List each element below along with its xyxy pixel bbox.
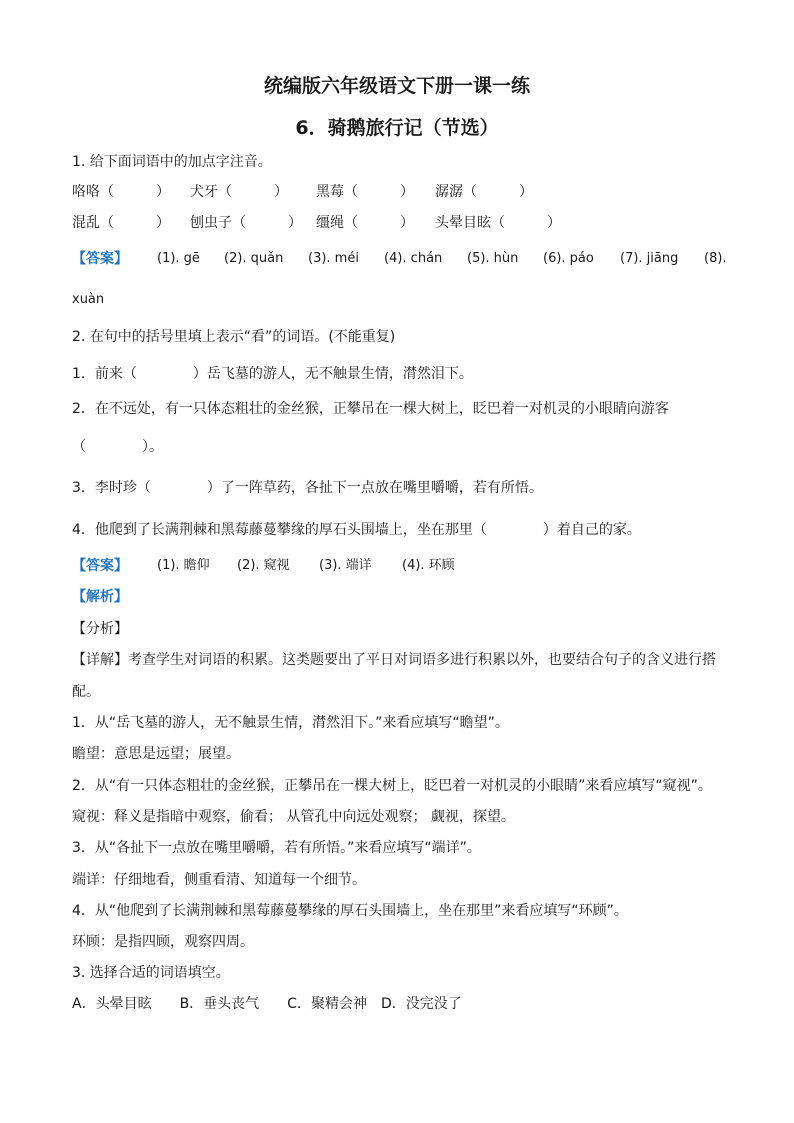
document-title: 统编版六年级语文下册一课一练	[263, 75, 530, 97]
q2-answer-1: (1). 瞻仰	[157, 558, 210, 573]
fenxi-label: 【分析】	[72, 621, 128, 637]
q2-prompt: 2. 在句中的括号里填上表示“看”的词语。(不能重复)	[72, 329, 396, 345]
q1-answer-1: (1). gē	[157, 251, 200, 266]
q1-answer-3: (3). méi	[308, 251, 359, 266]
detail-text: 考查学生对词语的积累。这类题要出了平日对词语多进行积累以外，也要结合句子的含义进行搭	[128, 652, 716, 668]
explanation-3-def: 端详：仔细地看，侧重看清、知道每一个细节。	[72, 872, 366, 888]
explanation-4: 4．从“他爬到了长满荆棘和黑莓藤蔓攀缘的厚石头围墙上，坐在那里”来看应填写“环顾”。	[72, 903, 628, 919]
explanation-3: 3．从“各扯下一点放在嘴里嚼嚼，若有所悟。”来看应填写“端详”。	[72, 840, 481, 856]
q3-prompt: 3. 选择合适的词语填空。	[72, 965, 230, 981]
q1-word: 缰绳（ ）	[316, 215, 414, 231]
q2-answer-2: (2). 窥视	[237, 558, 290, 573]
q1-word: 犬牙（ ）	[190, 184, 288, 200]
q1-answer-5: (5). hùn	[467, 251, 519, 266]
q1-word: 刨虫子（ ）	[190, 215, 302, 231]
q1-row-2	[72, 212, 561, 232]
q2-answer	[72, 556, 472, 576]
answer-label: 【答案】	[72, 251, 128, 267]
q1-answer-6: (6). páo	[543, 251, 594, 266]
q2-answer-4: (4). 环顾	[402, 558, 455, 573]
explanation-4-def: 环顾：是指四顾，观察四周。	[72, 934, 254, 950]
q1-answer-2: (2). quǎn	[224, 251, 284, 266]
q1-answer-7: (7). jiāng	[620, 251, 679, 266]
q1-answer-4: (4). chán	[384, 251, 443, 266]
q1-word: 头晕目眩（ ）	[435, 215, 561, 231]
q2-sentence-1: 1．前来（ ）岳飞墓的游人，无不触景生情，潸然泪下。	[72, 366, 473, 382]
answer-label: 【答案】	[72, 558, 128, 574]
explanation-1-def: 瞻望：意思是远望；展望。	[72, 746, 240, 762]
q1-prompt: 1. 给下面词语中的加点字注音。	[72, 154, 272, 170]
q2-sentence-3: 3．李时珍（ ）了一阵草药，各扯下一点放在嘴里嚼嚼，若有所悟。	[72, 480, 543, 496]
explanation-2-def: 窥视：释义是指暗中观察，偷看； 从管孔中向远处观察； 觑视，探望。	[72, 809, 515, 825]
lesson-title: 6．骑鹅旅行记（节选）	[295, 117, 499, 139]
q1-word: 咯咯（ ）	[72, 184, 170, 200]
q3-options: A．头晕目眩 B．垂头丧气 C．聚精会神 D．没完没了	[72, 996, 462, 1012]
q1-answer-8: (8).	[704, 251, 727, 266]
explanation-1: 1．从“岳飞墓的游人，无不触景生情，潸然泪下。”来看应填写“瞻望”。	[72, 715, 509, 731]
detail-line-1	[72, 650, 716, 670]
q2-sentence-2-cont: （ ）。	[72, 439, 163, 455]
explanation-2: 2．从“有一只体态粗壮的金丝猴，正攀吊在一棵大树上，眨巴着一对机灵的小眼睛”来看应填写“窥视”。	[72, 778, 712, 794]
analysis-label: 【解析】	[72, 589, 128, 605]
q1-answer-continued: xuàn	[72, 292, 105, 307]
detail-line-2: 配。	[72, 684, 100, 700]
q1-answer	[72, 249, 732, 269]
q1-word: 黑莓（ ）	[316, 184, 414, 200]
q2-sentence-2: 2．在不远处，有一只体态粗壮的金丝猴，正攀吊在一棵大树上，眨巴着一对机灵的小眼睛向游客	[72, 401, 669, 417]
q1-word: 混乱（ ）	[72, 215, 170, 231]
q2-sentence-4: 4．他爬到了长满荆棘和黑莓藤蔓攀缘的厚石头围墙上，坐在那里（ ）着自己的家。	[72, 522, 641, 538]
q1-row-1	[72, 181, 552, 201]
q2-answer-3: (3). 端详	[319, 558, 372, 573]
q1-word: 潺潺（ ）	[435, 184, 533, 200]
detail-label: 【详解】	[72, 652, 128, 668]
